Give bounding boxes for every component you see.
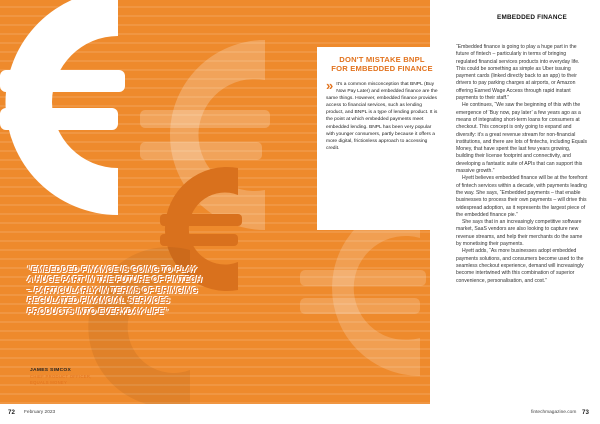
sidebar-box — [317, 47, 447, 230]
pull-quote-text: “EMBEDDED FINANCE IS GOING TO PLAY A HUGE PART IN THE FUTURE OF FINTECH – PARTICULARLY IN TERMS OF BRINGING REGULATED FINANCIAL SERVICES PRODUCTS INTO EVERYDAY LIFE” — [27, 265, 202, 316]
attribution-role: CHIEF PRODUCT OFFICER, — [30, 374, 92, 379]
chevron-right-icon: » — [326, 78, 334, 93]
page-footer — [0, 404, 600, 424]
section-title: EMBEDDED FINANCE — [497, 14, 567, 21]
article-paragraph: He continues, “We saw the beginning of this with the emergence of ‘Buy now, pay later’ a few years ago as a means of integrating short-term loans for consumers at checkout. This concept is only going to expand and diversify: it’s a great revenue stream for non-financial institutions, and there are lots of fintechs, including Equals Money, that have spent the last few years growing, building their license footprint and connectivity, and developing a fantastic suite of APIs that can support this massive growth.” — [456, 102, 588, 175]
sidebar-body-text: It's a common misconception that BNPL (Buy Now Pay Later) and embedded finance are the same things. However, embedded finance provides access to financial services, such as lending product, and BNPL is a type of lending product. It is the point at which embedded payments meet embedded lending. BNPL has been very popular with younger consumers, partly because it offers a more digital, frictionless approach to accessing credit. — [326, 82, 438, 151]
pull-quote-attribution — [30, 368, 150, 385]
page-number-left: 72 — [8, 409, 15, 416]
sidebar-heading — [326, 55, 438, 73]
article-column — [456, 44, 588, 285]
magazine-url: fintechmagazine.com — [531, 410, 577, 415]
article-paragraph: Hyett believes embedded finance will be at the forefront of fintech services within a decade, with payments leading the way. She says, “Embedded payments – that enable businesses to process their own payments – will drive this widespread adoption, as it represents the largest piece of the embedded finance pie.” — [456, 175, 588, 218]
article-paragraph: She says that in an increasingly competitive software market, SaaS vendors are also looking to capture new revenue streams, and help their merchants do the same by monetising their payments. — [456, 219, 583, 248]
issue-date: February 2023 — [24, 410, 56, 415]
sidebar-heading-line1: DON'T MISTAKE BNPL — [339, 55, 425, 64]
attribution-name: JAMES SIMCOX — [30, 368, 72, 373]
sidebar-body — [326, 78, 438, 152]
article-paragraph: “Embedded finance is going to play a huge part in the future of fintech – particularly in terms of bringing regulated financial services products into everyday life. This could be something as simple as Uber issuing payment cards (linked directly back to an app) to their drivers to pay parking charges at airports, or Amazon offering Earned Wage Access through rapid instant payments to their staff.” — [456, 44, 580, 102]
article-paragraph: Hyett adds, “As more businesses adopt embedded payments solutions, and consumers become used to the seamless checkout experience, demand will increasingly become intertwined with this combination of superior convenience, personalisation, and cost.” — [456, 248, 584, 284]
sidebar-heading-line2: FOR EMBEDDED FINANCE — [331, 64, 433, 73]
attribution-company: EQUALS MONEY — [30, 379, 68, 385]
pull-quote — [27, 265, 202, 317]
page-number-right: 73 — [582, 409, 589, 416]
